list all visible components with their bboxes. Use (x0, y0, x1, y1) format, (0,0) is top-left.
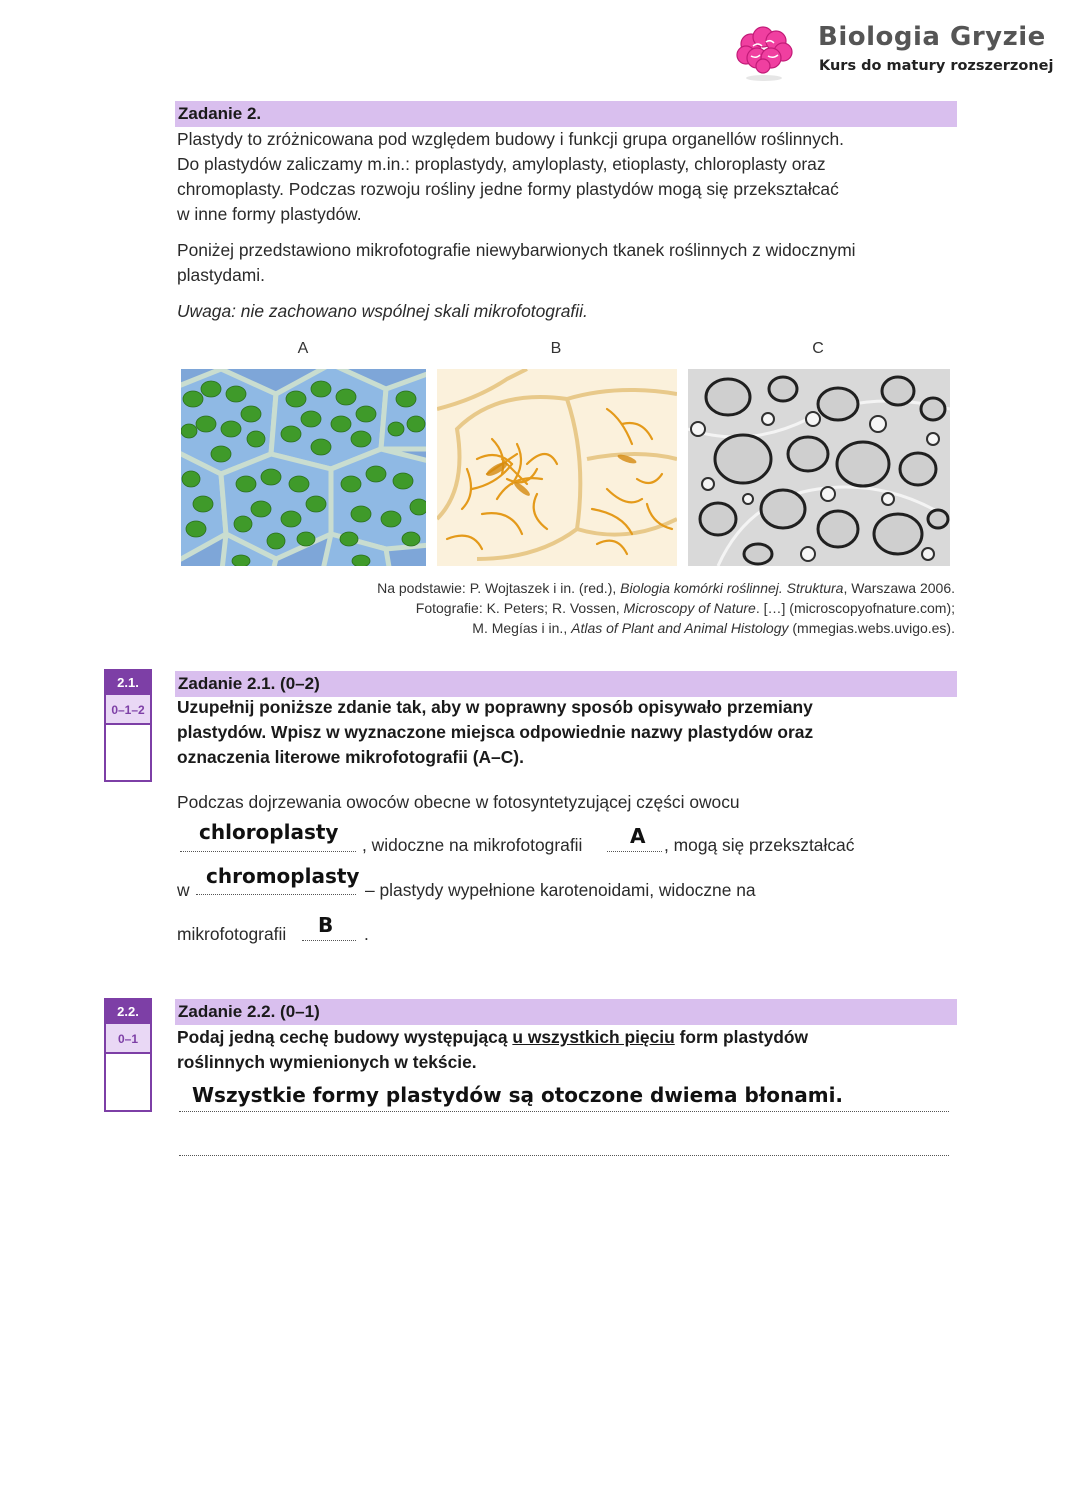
source-line-1: Na podstawie: P. Wojtaszek i in. (red.), Biologia komórki roślinnej. Struktura, Warszawa 2006. (377, 580, 955, 596)
sentence-line-1: Podczas dojrzewania owoców obecne w fotosyntetyzującej części owocu (177, 792, 740, 812)
micrograph-c-amyloplasts (688, 369, 950, 566)
brain-icon (733, 20, 795, 82)
task-2-note: Uwaga: nie zachowano wspólnej skali mikrofotografii. (177, 301, 588, 321)
micrograph-b-chromoplasts (437, 369, 677, 566)
sentence-part-3: , mogą się przekształcać (664, 835, 855, 855)
sentence-part-2: , widoczne na mikrofotografii (362, 835, 583, 855)
task-2-2-header: Zadanie 2.2. (0–1) (175, 999, 957, 1025)
sentence-part-4: – plastydy wypełnione karotenoidami, widoczne na (365, 880, 756, 900)
text-line: chromoplasty. Podczas rozwoju rośliny jedne formy plastydów mogą się przekształcać (177, 179, 839, 199)
answer-4-handwritten: B (318, 913, 334, 937)
text-line: plastydów. Wpisz w wyznaczone miejsca odpowiednie nazwy plastydów oraz (177, 722, 814, 742)
text-line: Podaj jedną cechę budowy występującą u wszystkich pięciu form plastydów (177, 1027, 809, 1047)
task-2-photo-intro (177, 238, 856, 288)
photo-label-b: B (550, 340, 562, 357)
answer-blank-4[interactable] (302, 940, 356, 941)
photo-label-a: A (297, 340, 309, 357)
micrograph-a-chloroplasts (181, 369, 426, 566)
text-line: w inne formy plastydów. (177, 204, 362, 224)
task-2-header: Zadanie 2. (175, 101, 957, 127)
score-box-number: 2.2. (106, 1000, 150, 1024)
underlined-phrase: u wszystkich pięciu (512, 1027, 675, 1047)
source-citation (377, 578, 955, 638)
answer-blank-2[interactable] (607, 851, 662, 852)
sentence-end: . (364, 924, 369, 944)
photo-label-c: C (812, 340, 824, 357)
answer-2-2-handwritten: Wszystkie formy plastydów są otoczone dwiema błonami. (192, 1083, 844, 1107)
answer-3-handwritten: chromoplasty (206, 864, 360, 888)
text-line: plastydami. (177, 265, 265, 285)
logo-title: Biologia Gryzie (818, 22, 1046, 52)
score-box-2-2 (104, 998, 152, 1112)
text-line: Do plastydów zaliczamy m.in.: proplastydy, amyloplasty, etioplasty, chloroplasty oraz (177, 154, 826, 174)
logo-subtitle: Kurs do matury rozszerzonej (819, 58, 1054, 74)
answer-blank-3[interactable] (196, 894, 356, 895)
task-2-1-header: Zadanie 2.1. (0–2) (175, 671, 957, 697)
score-box-points: 0–1–2 (106, 695, 150, 725)
text-line: oznaczenia literowe mikrofotografii (A–C). (177, 747, 524, 767)
sentence-w: w (177, 880, 190, 900)
text-line: roślinnych wymienionych w tekście. (177, 1052, 477, 1072)
answer-line-1[interactable] (179, 1111, 949, 1112)
answer-2-handwritten: A (630, 824, 646, 848)
sentence-part-5: mikrofotografii (177, 924, 287, 944)
answer-line-2[interactable] (179, 1155, 949, 1156)
task-2-2-instruction (177, 1025, 808, 1075)
task-2-1-instruction (177, 695, 813, 770)
source-line-3: M. Megías i in., Atlas of Plant and Animal Histology (mmegias.webs.uvigo.es). (472, 620, 955, 636)
score-box-points: 0–1 (106, 1024, 150, 1054)
answer-blank-1[interactable] (180, 851, 356, 852)
task-2-intro (177, 127, 844, 227)
text-line: Plastydy to zróżnicowana pod względem budowy i funkcji grupa organellów roślinnych. (177, 129, 844, 149)
score-box-2-1 (104, 669, 152, 782)
answer-1-handwritten: chloroplasty (199, 820, 339, 844)
source-line-2: Fotografie: K. Peters; R. Vossen, Microscopy of Nature. […] (microscopyofnature.com); (415, 600, 955, 616)
text-line: Poniżej przedstawiono mikrofotografie niewybarwionych tkanek roślinnych z widocznymi (177, 240, 856, 260)
text-line: Uzupełnij poniższe zdanie tak, aby w poprawny sposób opisywało przemiany (177, 697, 813, 717)
score-box-number: 2.1. (106, 671, 150, 695)
